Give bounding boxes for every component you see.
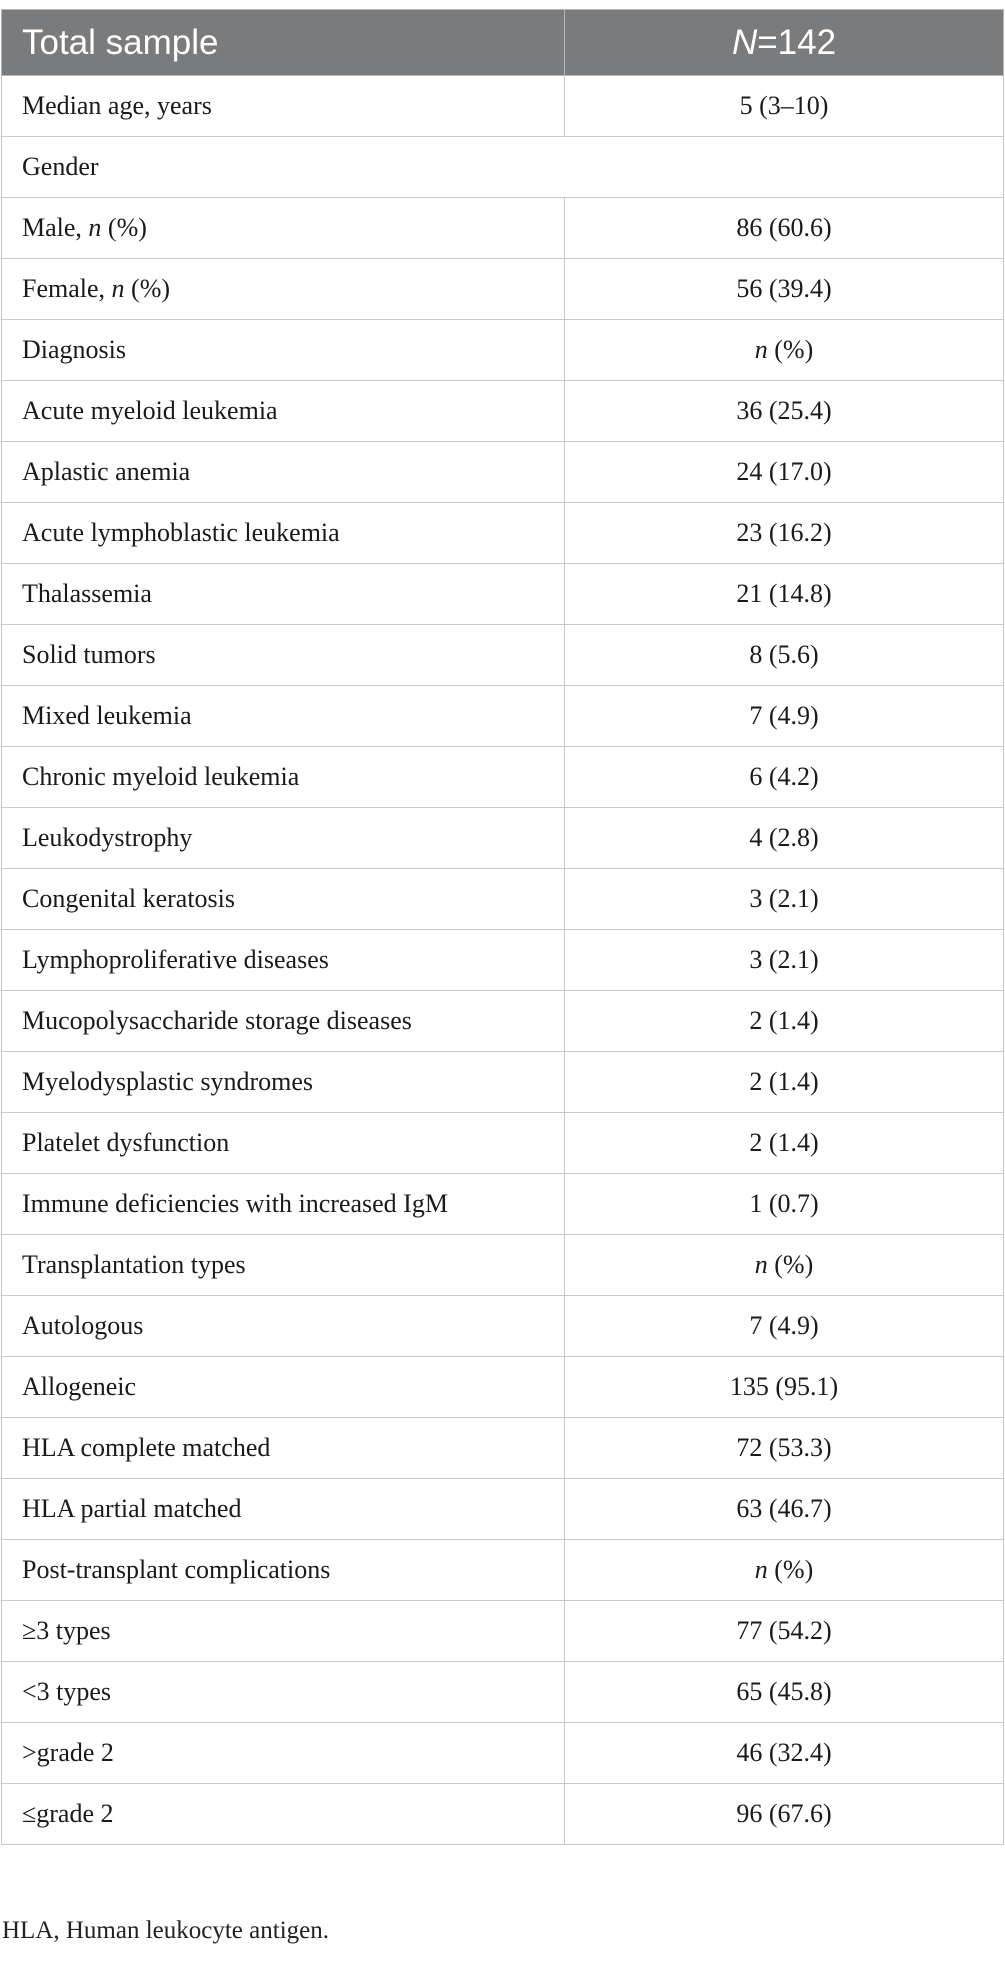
row-label-text: Lymphoproliferative diseases [22,945,329,974]
row-value-text: 96 (67.6) [736,1799,832,1828]
row-value-text: 3 (2.1) [749,945,819,974]
row-label-text: HLA partial matched [22,1494,242,1523]
row-value-text: 6 (4.2) [749,762,819,791]
row-label-text: Congenital keratosis [22,884,236,913]
row-label-text: ≥3 types [22,1616,111,1645]
row-label-text: Mucopolysaccharide storage diseases [22,1006,412,1035]
table-row [2,1601,1004,1662]
row-label-text: Leukodystrophy [22,823,193,852]
row-label [2,1540,565,1601]
row-value-text: 63 (46.7) [736,1494,832,1523]
row-label-text: Acute lymphoblastic leukemia [22,518,340,547]
row-value-text: 1 (0.7) [749,1189,819,1218]
table-row [2,1723,1004,1784]
table-row [2,1662,1004,1723]
row-label [2,625,565,686]
table-row [2,564,1004,625]
row-label [2,1784,565,1845]
row-value-italic: n [754,1555,768,1584]
table-row [2,503,1004,564]
row-value [565,1601,1004,1662]
row-label-text: Solid tumors [22,640,156,669]
section-label [2,137,1004,198]
row-label-suffix: (%) [101,213,147,242]
table-row [2,1418,1004,1479]
table-row [2,1052,1004,1113]
row-value-suffix: (%) [767,335,814,364]
row-value [565,76,1004,137]
row-label-text: Chronic myeloid leukemia [22,762,300,791]
row-label [2,442,565,503]
table-header-row [2,10,1004,76]
row-value-text: 36 (25.4) [736,396,832,425]
table-row [2,1540,1004,1601]
row-value [565,1723,1004,1784]
row-label [2,1174,565,1235]
row-label-italic: n [111,274,125,303]
row-value [565,381,1004,442]
table-footnote: HLA, Human leukocyte antigen. [2,1917,329,1944]
row-value-text: 21 (14.8) [736,579,832,608]
row-label [2,259,565,320]
table-row [2,259,1004,320]
row-value [565,869,1004,930]
header-n [565,10,1004,76]
row-value-text: 56 (39.4) [736,274,832,303]
table-row [2,1235,1004,1296]
row-value [565,442,1004,503]
table-row [2,1174,1004,1235]
row-value [565,1174,1004,1235]
row-label-text: Immune deficiencies with increased IgM [22,1189,448,1218]
row-label-italic: n [88,213,102,242]
row-value-italic: n [754,335,768,364]
row-value [565,1235,1004,1296]
row-label [2,686,565,747]
table-row [2,869,1004,930]
table-row [2,381,1004,442]
row-label [2,1296,565,1357]
header-n-value: =142 [757,22,837,62]
row-value [565,1479,1004,1540]
table-row [2,198,1004,259]
section-row [2,137,1004,198]
row-label-suffix: (%) [124,274,171,303]
row-label-text: Gender [22,152,99,181]
row-label [2,1601,565,1662]
row-value-text: 135 (95.1) [729,1372,839,1401]
row-label [2,1662,565,1723]
table-row [2,625,1004,686]
header-n-symbol: N [731,22,758,62]
row-value-text: 2 (1.4) [749,1067,819,1096]
table-row [2,991,1004,1052]
row-label-text: Autologous [22,1311,144,1340]
row-value [565,686,1004,747]
row-label [2,76,565,137]
row-label [2,1357,565,1418]
row-value-text: 4 (2.8) [749,823,819,852]
table-row [2,1357,1004,1418]
row-value [565,1418,1004,1479]
row-label [2,747,565,808]
row-value [565,1296,1004,1357]
row-label-text: Diagnosis [22,335,126,364]
row-value-suffix: (%) [767,1250,814,1279]
table-row [2,442,1004,503]
row-label [2,808,565,869]
table-row [2,930,1004,991]
row-value-text: 2 (1.4) [749,1128,819,1157]
row-label [2,991,565,1052]
row-value [565,625,1004,686]
row-value-text: 7 (4.9) [749,1311,819,1340]
row-value [565,1784,1004,1845]
row-label-text: <3 types [22,1677,112,1706]
row-value [565,320,1004,381]
table-row [2,686,1004,747]
table-row [2,1479,1004,1540]
row-value-text: 3 (2.1) [749,884,819,913]
row-value [565,1052,1004,1113]
table-row [2,320,1004,381]
row-label [2,320,565,381]
row-value [565,198,1004,259]
row-value-text: 46 (32.4) [736,1738,832,1767]
row-value-suffix: (%) [767,1555,814,1584]
row-value-text: 7 (4.9) [749,701,819,730]
row-label [2,381,565,442]
row-value [565,1662,1004,1723]
row-label [2,198,565,259]
row-value-text: 24 (17.0) [736,457,832,486]
row-value-text: 77 (54.2) [736,1616,832,1645]
row-label [2,1113,565,1174]
row-label-text: Platelet dysfunction [22,1128,230,1157]
row-label-text: ≤grade 2 [22,1799,114,1828]
table-row [2,1113,1004,1174]
row-value [565,1113,1004,1174]
table-row [2,1784,1004,1845]
row-label-text: >grade 2 [22,1738,114,1767]
row-value [565,1357,1004,1418]
row-label-text: Myelodysplastic syndromes [22,1067,314,1096]
row-label-text: Acute myeloid leukemia [22,396,278,425]
row-value [565,1540,1004,1601]
row-value-italic: n [754,1250,768,1279]
row-value-text: 2 (1.4) [749,1006,819,1035]
row-label [2,1052,565,1113]
row-label-text: Male, [22,213,89,242]
row-label-text: Mixed leukemia [22,701,192,730]
row-label [2,1479,565,1540]
row-value-text: 65 (45.8) [736,1677,832,1706]
row-label [2,930,565,991]
row-value-text: 23 (16.2) [736,518,832,547]
table-body [2,76,1004,1845]
table-row [2,76,1004,137]
row-label-text: Aplastic anemia [22,457,191,486]
demographics-table [1,9,1004,1845]
row-value [565,991,1004,1052]
row-label [2,564,565,625]
row-label-text: Thalassemia [22,579,152,608]
row-label-text: Transplantation types [22,1250,246,1279]
row-label-text: HLA complete matched [22,1433,271,1462]
row-label-text: Allogeneic [22,1372,137,1401]
row-value [565,503,1004,564]
table-row [2,808,1004,869]
row-value-text: 5 (3–10) [739,91,829,120]
row-value [565,808,1004,869]
row-value-text: 72 (53.3) [736,1433,832,1462]
row-label [2,1418,565,1479]
table-row [2,747,1004,808]
row-label-text: Median age, years [22,91,212,120]
row-value [565,259,1004,320]
row-label [2,1723,565,1784]
row-value-text: 86 (60.6) [736,213,832,242]
row-value [565,564,1004,625]
header-total-sample: Total sample [2,10,565,76]
row-label [2,1235,565,1296]
row-value [565,747,1004,808]
row-label [2,869,565,930]
row-label-text: Post-transplant complications [22,1555,331,1584]
row-label-text: Female, [22,274,112,303]
row-value-text: 8 (5.6) [749,640,819,669]
row-label [2,503,565,564]
row-value [565,930,1004,991]
table-row [2,1296,1004,1357]
